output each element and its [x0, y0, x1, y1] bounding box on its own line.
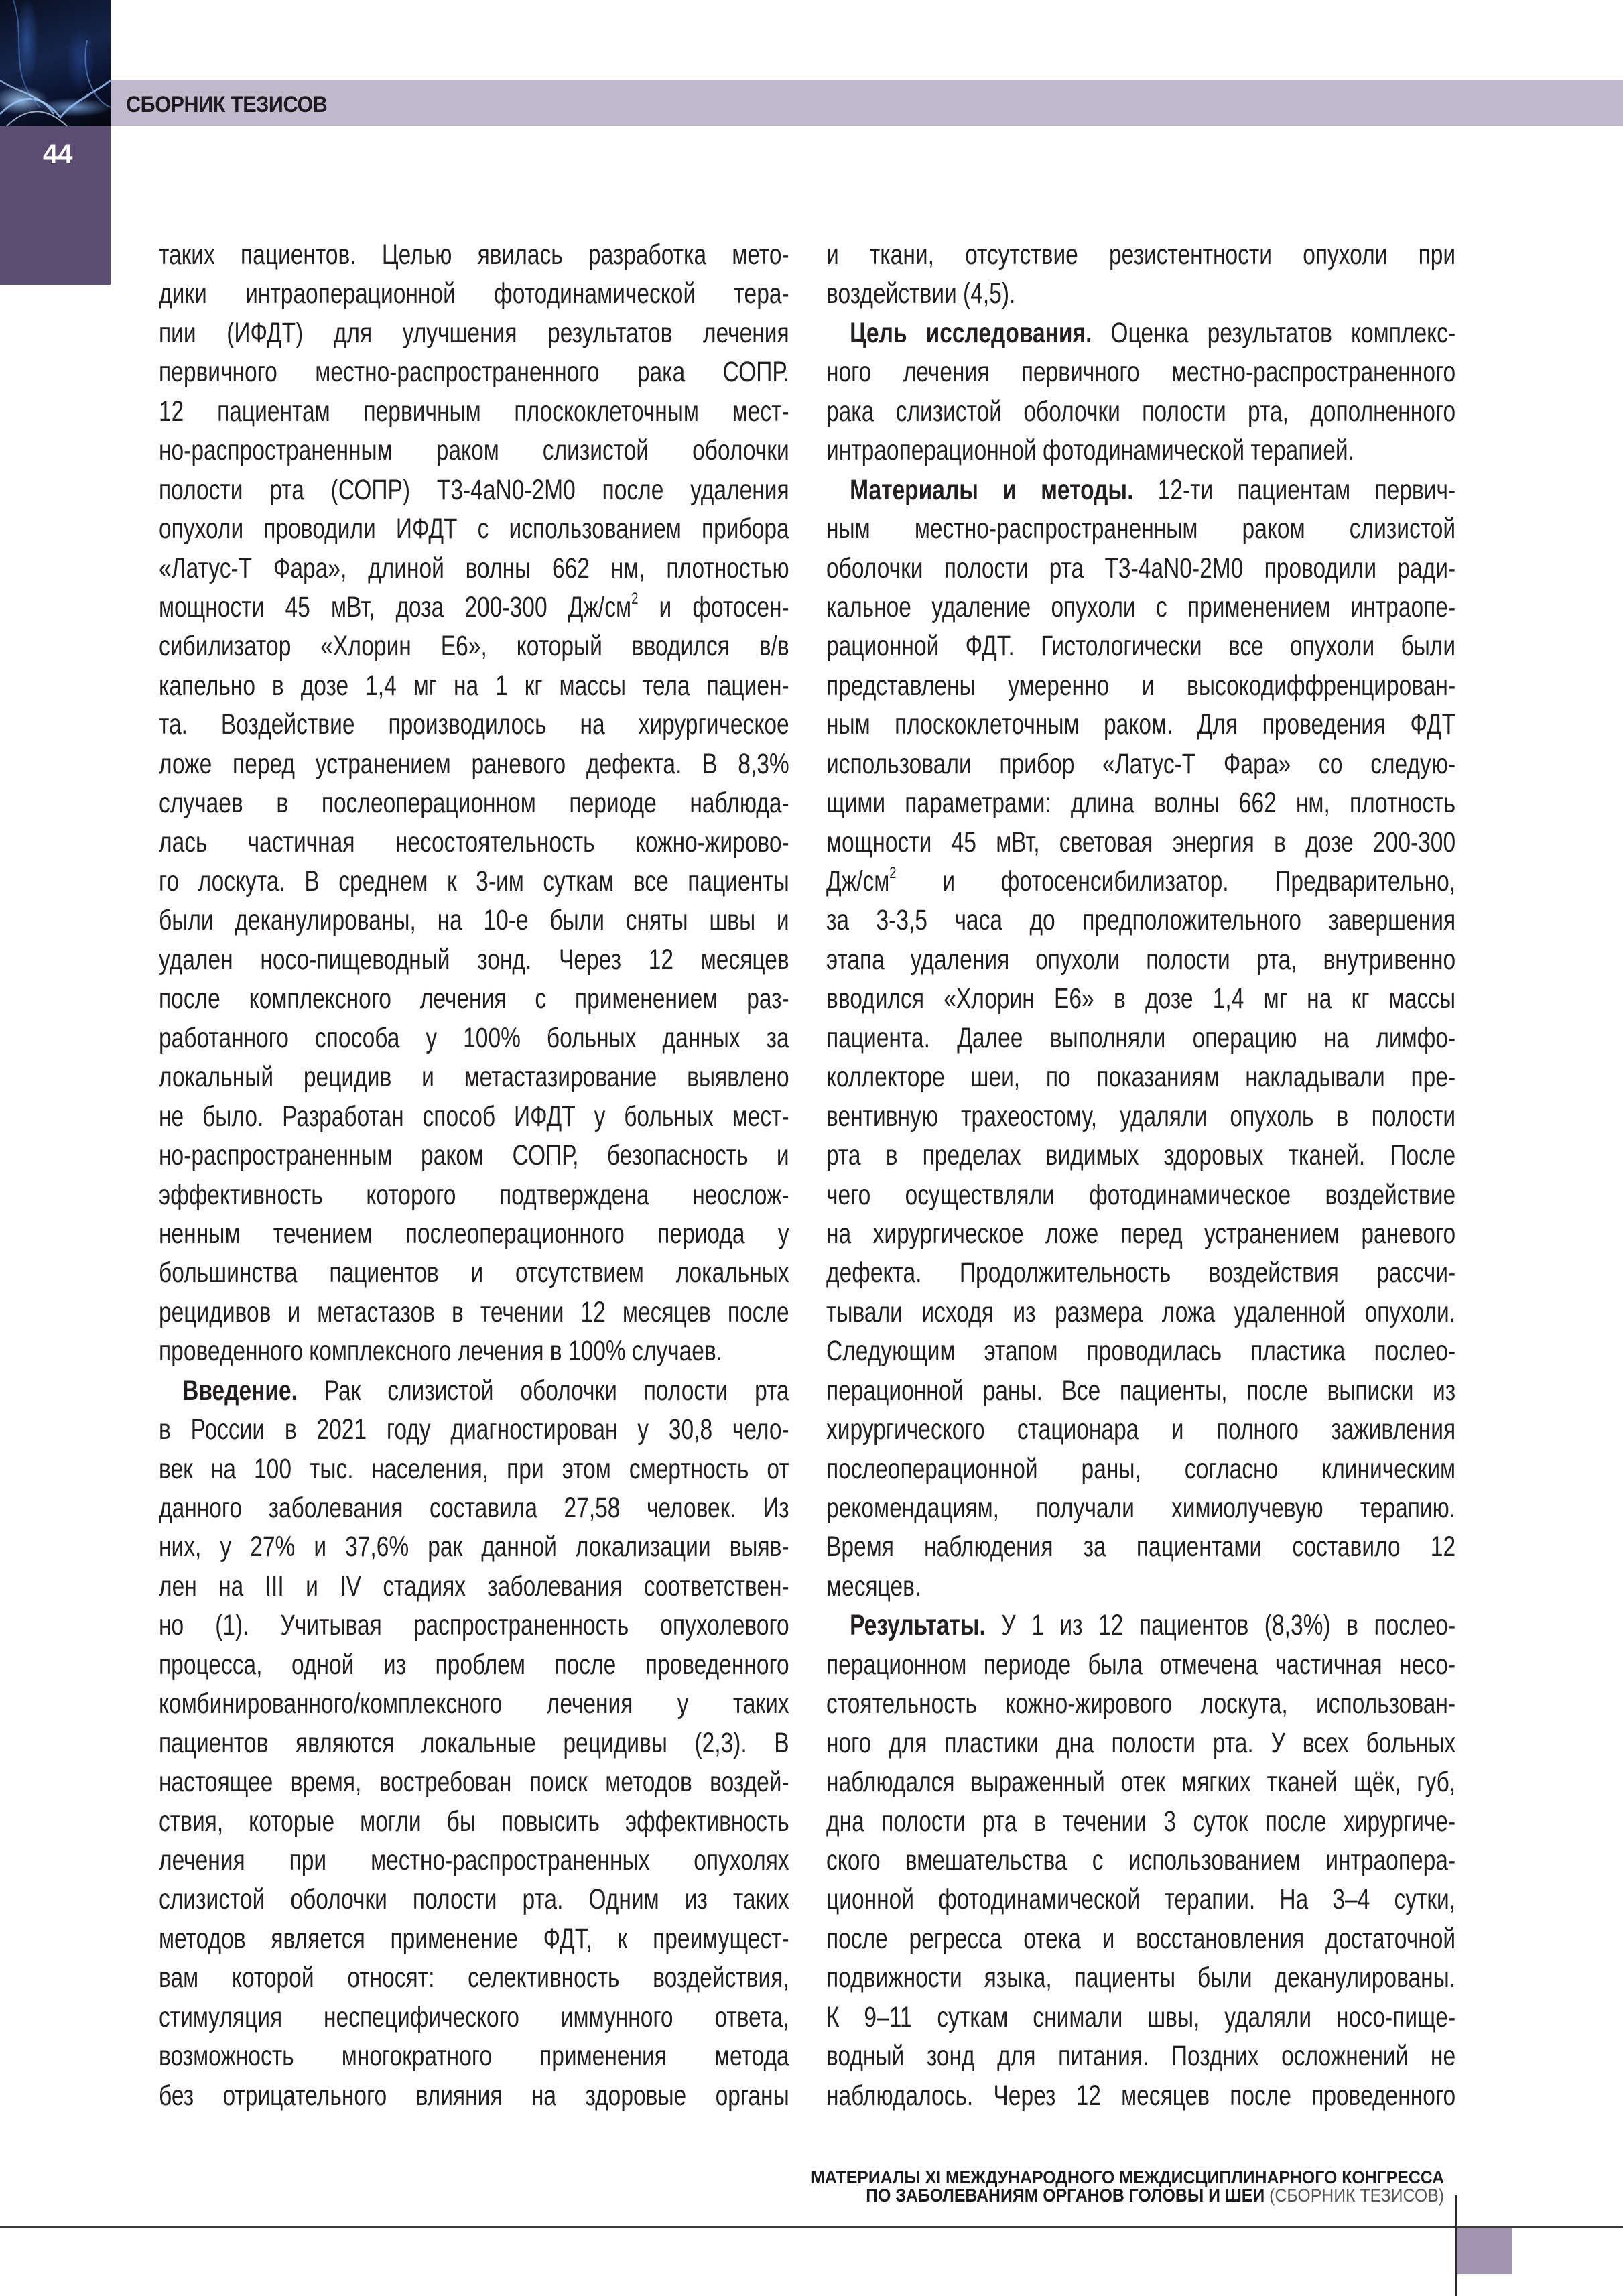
text-line [159, 1488, 789, 1527]
text-line [826, 1253, 1455, 1292]
page-tab [0, 126, 111, 285]
line-text: на хирургическое ложе перед устранением раневого [826, 1217, 1456, 1250]
line-text: вам которой относят: селективность воздействия, [159, 1962, 789, 1994]
line-text: оболочки полости рта Т3-4аN0-2M0 проводили ради- [826, 552, 1456, 584]
section-heading: Результаты. [850, 1609, 986, 1642]
footer-line-1: МАТЕРИАЛЫ XI МЕЖДУНАРОДНОГО МЕЖДИСЦИПЛИНАРНОГО КОНГРЕССА [811, 2167, 1444, 2187]
text-line [826, 274, 1455, 313]
text-line [826, 1175, 1455, 1214]
text-line [159, 862, 789, 901]
line-text: методов является применение ФДТ, к преимущест- [159, 1922, 789, 1955]
text-line [826, 588, 1455, 627]
text-line [159, 627, 789, 665]
text-line [159, 2037, 789, 2076]
line-text: подвижности языка, пациенты были деканулированы. [826, 1962, 1456, 1994]
text-line [159, 1097, 789, 1136]
text-line [826, 1058, 1455, 1096]
line-text: рецидивов и метастазов в течении 12 месяцев после [159, 1295, 789, 1328]
line-text-continued: и фотосенсибилизатор. Предварительно, [896, 865, 1456, 897]
text-line [826, 823, 1455, 862]
line-text: перационном периоде была отмечена частичная несо- [826, 1648, 1456, 1681]
text-line [826, 1332, 1455, 1370]
line-text: ненным течением послеоперационного периода у [159, 1217, 789, 1250]
text-line [159, 1332, 789, 1370]
footer-divider [0, 2226, 1623, 2228]
line-text: лечения при местно-распространенных опухолях [159, 1844, 789, 1876]
line-text: этапа удаления опухоли полости рта, внутривенно [826, 943, 1456, 976]
text-line [159, 1958, 789, 1997]
line-text: ным местно-распространенным раком слизистой [826, 513, 1456, 546]
line-text: 12 пациентам первичным плоскоклеточным мест- [159, 395, 789, 428]
line-text: использовали прибор «Латус-Т Фара» со следую- [826, 747, 1456, 780]
line-text: опухоли проводили ИФДТ с использованием прибора [159, 513, 789, 546]
line-text: таких пациентов. Целью явилась разработка мето- [159, 239, 789, 271]
text-line [826, 979, 1455, 1018]
text-line [159, 705, 789, 744]
line-text: го лоскута. В среднем к 3-им суткам все пациенты [159, 865, 789, 897]
line-text: слизистой оболочки полости рта. Одним из таких [159, 1883, 789, 1916]
text-line [826, 1214, 1455, 1253]
section-title: СБОРНИК ТЕЗИСОВ [126, 92, 328, 117]
text-line [826, 1293, 1455, 1332]
text-line [826, 940, 1455, 979]
text-line [826, 1880, 1455, 1919]
text-line [159, 1527, 789, 1566]
text-line [826, 666, 1455, 705]
line-text: работанного способа у 100% больных данных за [159, 1021, 789, 1054]
line-text: месяцев. [826, 1570, 921, 1602]
line-text: ского вмешательства с использованием интраопера- [826, 1844, 1456, 1876]
text-line [826, 1645, 1455, 1684]
line-text: Дж/см [826, 865, 890, 897]
running-header [111, 80, 1623, 126]
text-line [159, 1253, 789, 1292]
line-text: та. Воздействие производилось на хирургическое [159, 708, 789, 741]
line-text: и ткани, отсутствие резистентности опухоли при [826, 239, 1456, 271]
line-text: но (1). Учитывая распространенность опухолевого [159, 1609, 789, 1642]
line-text: полости рта (СОПР) Т3-4аN0-2M0 после удаления [159, 473, 789, 506]
footer-color-block [1457, 2228, 1512, 2274]
line-text: чего осуществляли фотодинамическое воздействие [826, 1178, 1456, 1211]
line-text: водный зонд для питания. Поздних осложнений не [826, 2040, 1456, 2073]
line-text: данного заболевания составила 27,58 человек. Из [159, 1492, 789, 1524]
text-line [159, 1880, 789, 1919]
text-line [159, 1724, 789, 1763]
line-text: щими параметрами: длина волны 662 нм, плотность [826, 787, 1456, 820]
line-text: настоящее время, востребован поиск методов воздей- [159, 1766, 789, 1799]
text-line [159, 1214, 789, 1253]
text-line [159, 509, 789, 548]
text-line [159, 823, 789, 862]
line-text: мощности 45 мВт, доза 200-300 Дж/см [159, 590, 632, 623]
text-line [826, 2037, 1455, 2076]
text-line [159, 1058, 789, 1096]
text-line [159, 1645, 789, 1684]
text-line [159, 274, 789, 313]
line-text: большинства пациентов и отсутствием локальных [159, 1257, 789, 1289]
line-text: перационной раны. Все пациенты, после выписки из [826, 1374, 1456, 1407]
text-line [159, 901, 789, 940]
line-text: в России в 2021 году диагностирован у 30,8 чело- [159, 1413, 789, 1446]
section-start-line [159, 1371, 789, 1410]
line-text: 12-ти пациентам первич- [1133, 473, 1456, 506]
line-text: стимуляция неспецифического иммунного ответа, [159, 2000, 789, 2033]
text-line [159, 1802, 789, 1841]
text-line [159, 1293, 789, 1332]
line-text: рекомендациям, получали химиолучевую терапию. [826, 1492, 1456, 1524]
text-line [159, 1606, 789, 1645]
text-line [159, 2076, 789, 2115]
text-line [159, 783, 789, 822]
line-text: первичного местно-распространенного рака СОПР. [159, 356, 789, 389]
text-line [826, 1841, 1455, 1880]
line-text: процесса, одной из проблем после проведенного [159, 1648, 789, 1681]
line-text: Время наблюдения за пациентами составило 12 [826, 1531, 1456, 1564]
text-line [159, 1175, 789, 1214]
text-line [826, 2076, 1455, 2115]
line-text: наблюдалось. Через 12 месяцев после проведенного [826, 2079, 1456, 2112]
text-column-right [826, 235, 1455, 2115]
text-line [159, 235, 789, 274]
text-line [826, 235, 1455, 274]
line-text: были деканулированы, на 10-е были сняты швы и [159, 904, 789, 937]
line-text: возможность многократного применения метода [159, 2040, 789, 2073]
line-text: воздействии (4,5). [826, 277, 1016, 310]
text-line [826, 1527, 1455, 1566]
line-text: случаев в послеоперационном периоде наблюда- [159, 787, 789, 820]
line-text: «Латус-Т Фара», длиной волны 662 нм, плотностью [159, 552, 789, 584]
text-line [159, 1019, 789, 1058]
footer-collection-label: (СБОРНИК ТЕЗИСОВ) [1264, 2185, 1444, 2206]
text-line [159, 1450, 789, 1488]
line-text: хирургического стационара и полного заживления [826, 1413, 1456, 1446]
line-text: рта в пределах видимых здоровых тканей. После [826, 1139, 1456, 1172]
text-line [159, 1763, 789, 1801]
line-text: К 9–11 суткам снимали швы, удаляли носо-пище- [826, 2000, 1456, 2033]
text-line [159, 314, 789, 353]
text-column-right-body [826, 235, 1455, 2115]
text-line [826, 705, 1455, 744]
line-text: не было. Разработан способ ИФДТ у больных мест- [159, 1100, 789, 1133]
line-text: Рак слизистой оболочки полости рта [297, 1374, 789, 1407]
corner-decorative-image [0, 0, 111, 126]
line-text: ного для пластики дна полости рта. У всех больных [826, 1726, 1456, 1759]
line-text: стоятельность кожно-жирового лоскута, использован- [826, 1687, 1456, 1720]
text-line [826, 745, 1455, 783]
text-line [826, 1919, 1455, 1958]
text-line [159, 1410, 789, 1449]
line-text: проведенного комплексного лечения в 100% случаев. [159, 1335, 723, 1368]
line-text: представлены умеренно и высокодиффренцирован- [826, 669, 1456, 702]
line-text: без отрицательного влияния на здоровые органы [159, 2079, 789, 2112]
text-line [826, 1136, 1455, 1175]
line-text: кальное удаление опухоли с применением интраопе- [826, 590, 1456, 623]
line-text: после регресса отека и восстановления достаточной [826, 1922, 1456, 1955]
text-line [826, 1410, 1455, 1449]
line-text: лен на III и IV стадиях заболевания соответствен- [159, 1570, 789, 1602]
text-line [159, 1684, 789, 1723]
line-text: век на 100 тыс. населения, при этом смертность от [159, 1452, 789, 1485]
text-line [826, 392, 1455, 431]
text-line [826, 1802, 1455, 1841]
line-text: пии (ИФДТ) для улучшения результатов лечения [159, 316, 789, 349]
text-line [159, 549, 789, 588]
line-text: локальный рецидив и метастазирование выявлено [159, 1061, 789, 1094]
line-text: рака слизистой оболочки полости рта, дополненного [826, 395, 1456, 428]
text-line [826, 901, 1455, 940]
line-text: удален носо-пищеводный зонд. Через 12 месяцев [159, 943, 789, 976]
text-line [826, 783, 1455, 822]
line-text: ционной фотодинамической терапии. На 3–4 сутки, [826, 1883, 1456, 1916]
text-line [826, 1450, 1455, 1488]
text-line [826, 549, 1455, 588]
line-text: пациента. Далее выполняли операцию на лимфо- [826, 1021, 1456, 1054]
footer-conference-title: ПО ЗАБОЛЕВАНИЯМ ОРГАНОВ ГОЛОВЫ И ШЕИ [866, 2185, 1265, 2206]
text-line [826, 1019, 1455, 1058]
line-text: коллекторе шеи, по показаниям накладывали пре- [826, 1061, 1456, 1094]
text-line [159, 1567, 789, 1606]
text-line [159, 1841, 789, 1880]
line-text: интраоперационной фотодинамической терапией. [826, 434, 1354, 467]
section-heading: Введение. [182, 1374, 298, 1407]
text-line [159, 666, 789, 705]
line-text: дефекта. Продолжительность воздействия рассчи- [826, 1257, 1456, 1289]
text-line [826, 627, 1455, 665]
line-text-continued: и фотосен- [638, 590, 789, 623]
line-text: пациентов являются локальные рецидивы (2,3). В [159, 1726, 789, 1759]
text-column-left [159, 235, 789, 2115]
line-text: комбинированного/комплексного лечения у таких [159, 1687, 789, 1720]
superscript: 2 [631, 590, 639, 609]
line-text: ложе перед устранением раневого дефекта. В 8,3% [159, 747, 789, 780]
text-line [159, 392, 789, 431]
text-line [159, 588, 789, 627]
line-text: капельно в дозе 1,4 мг на 1 кг массы тела пациен- [159, 669, 789, 702]
text-line [159, 745, 789, 783]
line-text: но-распространенным раком слизистой оболочки [159, 434, 789, 467]
text-line [826, 1097, 1455, 1136]
line-text: за 3-3,5 часа до предположительного завершения [826, 904, 1456, 937]
text-line [826, 1567, 1455, 1606]
text-line [826, 1958, 1455, 1997]
section-start-line [826, 470, 1455, 509]
line-text: ствия, которые могли бы повысить эффективность [159, 1805, 789, 1838]
text-line [826, 1371, 1455, 1410]
line-text: наблюдался выраженный отек мягких тканей щёк, губ, [826, 1766, 1456, 1799]
text-line [159, 353, 789, 391]
text-column-left-body [159, 235, 789, 2115]
line-text: ным плоскоклеточным раком. Для проведения ФДТ [826, 708, 1456, 741]
line-text: ного лечения первичного местно-распространенного [826, 356, 1456, 389]
text-line [826, 1488, 1455, 1527]
text-line [826, 862, 1455, 901]
text-line [159, 1919, 789, 1958]
text-line [159, 431, 789, 470]
text-line [159, 1136, 789, 1175]
line-text: сибилизатор «Хлорин Е6», который вводился в/в [159, 630, 789, 663]
line-text: эффективность которого подтверждена неослож- [159, 1178, 789, 1211]
text-line [159, 470, 789, 509]
line-text: У 1 из 12 пациентов (8,3%) в послео- [985, 1609, 1456, 1642]
line-text: мощности 45 мВт, световая энергия в дозе 200-300 [826, 826, 1456, 858]
line-text: дики интраоперационной фотодинамической тера- [159, 277, 789, 310]
text-line [826, 1998, 1455, 2037]
text-line [826, 1763, 1455, 1801]
text-line [826, 1724, 1455, 1763]
line-text: после комплексного лечения с применением раз- [159, 982, 789, 1015]
line-text: лась частичная несостоятельность кожно-жирово- [159, 826, 789, 858]
line-text: вводился «Хлорин Е6» в дозе 1,4 мг на кг массы [826, 982, 1456, 1015]
section-heading: Материалы и методы. [850, 473, 1134, 506]
text-line [826, 431, 1455, 470]
text-line [159, 979, 789, 1018]
page-number: 44 [43, 139, 73, 169]
section-start-line [826, 1606, 1455, 1645]
line-text: вентивную трахеостому, удаляли опухоль в полости [826, 1100, 1456, 1133]
running-footer [756, 2169, 1444, 2205]
line-text: дна полости рта в течении 3 суток после хирургиче- [826, 1805, 1456, 1838]
line-text: рационной ФДТ. Гистологически все опухоли были [826, 630, 1456, 663]
text-line [159, 940, 789, 979]
text-line [826, 1684, 1455, 1723]
superscript: 2 [889, 865, 897, 883]
line-text: них, у 27% и 37,6% рак данной локализации выяв- [159, 1531, 789, 1564]
text-line [159, 1998, 789, 2037]
line-text: но-распространенным раком СОПР, безопасность и [159, 1139, 789, 1172]
line-text: тывали исходя из размера ложа удаленной опухоли. [826, 1295, 1456, 1328]
line-text: Оценка результатов комплекс- [1092, 316, 1456, 349]
text-line [826, 509, 1455, 548]
line-text: послеоперационной раны, согласно клиническим [826, 1452, 1456, 1485]
footer-line-2 [811, 2187, 1444, 2205]
section-heading: Цель исследования. [850, 316, 1092, 349]
section-start-line [826, 314, 1455, 353]
line-text: Следующим этапом проводилась пластика послео- [826, 1335, 1456, 1368]
light-swirl-graphic [0, 0, 111, 126]
text-line [826, 353, 1455, 391]
